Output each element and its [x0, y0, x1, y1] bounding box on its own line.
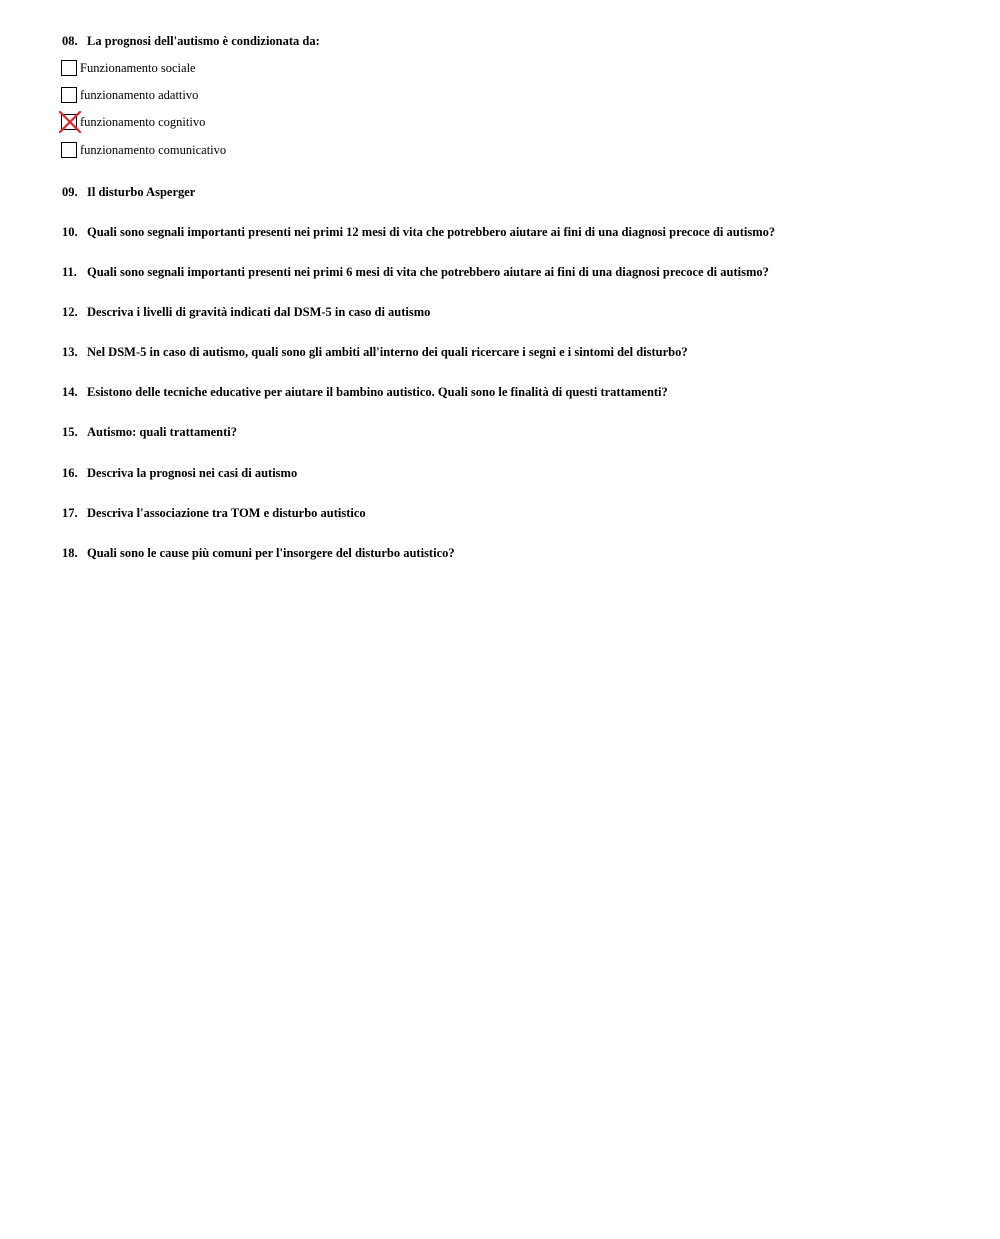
- question-number: 11.: [62, 265, 77, 279]
- option-label: funzionamento comunicativo: [80, 143, 227, 157]
- question-text: Quali sono le cause più comuni per l'insorgere del disturbo autistico?: [87, 546, 455, 560]
- question-text: Quali sono segnali importanti presenti nei primi 6 mesi di vita che potrebbero aiutare ai fini di una diagnosi precoce di autismo?: [87, 265, 769, 279]
- question-text: Autismo: quali trattamenti?: [87, 425, 237, 439]
- question-text: Il disturbo Asperger: [87, 185, 196, 199]
- question-11: [62, 264, 769, 280]
- question-text: Descriva la prognosi nei casi di autismo: [87, 466, 298, 480]
- question-text: Quali sono segnali importanti presenti nei primi 12 mesi di vita che potrebbero aiutare ai fini di una diagnosi precoce di autismo?: [87, 225, 776, 239]
- question-text: Descriva i livelli di gravità indicati dal DSM-5 in caso di autismo: [87, 305, 431, 319]
- question-number: 12.: [62, 305, 78, 319]
- question-number: 09.: [62, 185, 78, 199]
- question-18: [62, 545, 455, 561]
- question-17: [62, 505, 366, 521]
- option-label: funzionamento cognitivo: [80, 115, 206, 129]
- question-number: 13.: [62, 345, 78, 359]
- question-text: La prognosi dell'autismo è condizionata da:: [87, 34, 320, 48]
- question-number: 18.: [62, 546, 78, 560]
- question-number: 14.: [62, 385, 78, 399]
- x-mark-icon: [58, 110, 82, 134]
- question-text: Esistono delle tecniche educative per aiutare il bambino autistico. Quali sono le finalità di questi trattamenti?: [87, 385, 668, 399]
- question-12: [62, 304, 430, 320]
- checkbox[interactable]: [61, 87, 77, 103]
- question-14: [62, 384, 668, 400]
- question-number: 15.: [62, 425, 78, 439]
- question-text: Descriva l'associazione tra TOM e disturbo autistico: [87, 506, 366, 520]
- option-label: Funzionamento sociale: [80, 61, 196, 75]
- question-number: 17.: [62, 506, 78, 520]
- question-number: 08.: [62, 34, 78, 48]
- question-16: [62, 465, 297, 481]
- checkbox[interactable]: [61, 142, 77, 158]
- checkbox[interactable]: [61, 60, 77, 76]
- option-label: funzionamento adattivo: [80, 88, 199, 102]
- question-09: [62, 184, 195, 200]
- question-text: Nel DSM-5 in caso di autismo, quali sono gli ambiti all'interno dei quali ricercare i segni e i sintomi del disturbo?: [87, 345, 688, 359]
- question-15: [62, 424, 237, 440]
- question-10: [62, 224, 775, 240]
- question-number: 16.: [62, 466, 78, 480]
- question-08: [62, 33, 320, 49]
- question-number: 10.: [62, 225, 78, 239]
- question-13: [62, 344, 688, 360]
